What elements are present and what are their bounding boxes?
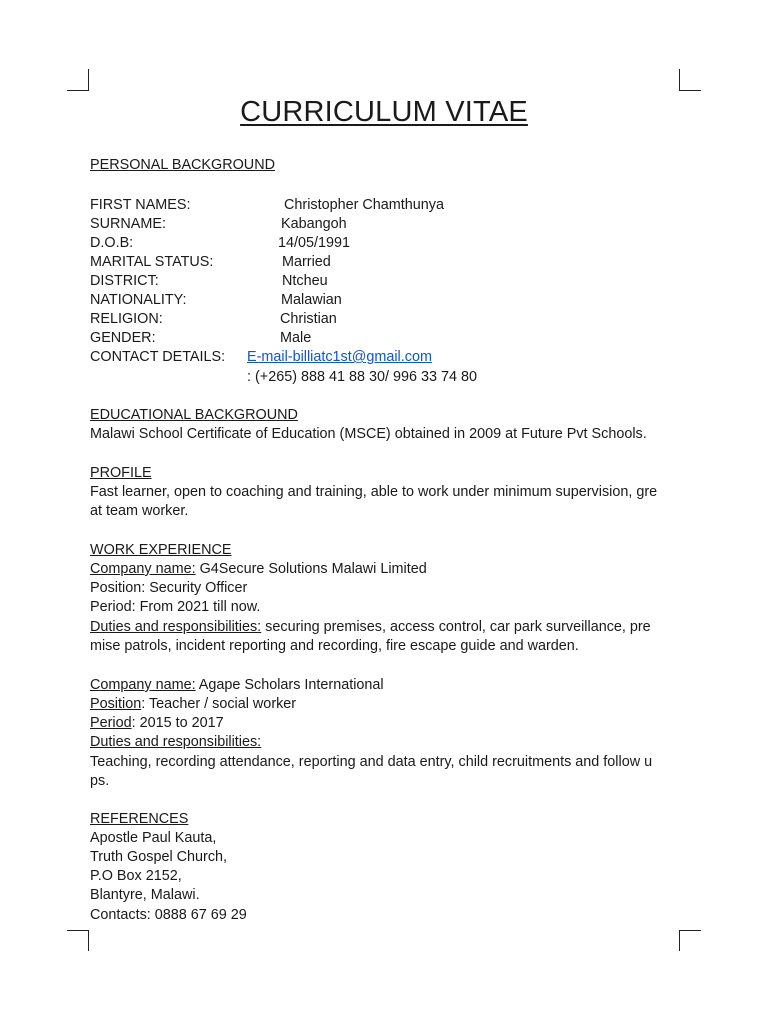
value-surname: Kabangoh [281, 216, 347, 232]
job2-position-label: Position [90, 696, 142, 712]
value-district: Ntcheu [282, 273, 328, 289]
job1-duties-continued: mise patrols, incident reporting and recording, fire escape guide and warden. [90, 638, 579, 654]
profile-line-2: at team worker. [90, 503, 189, 519]
label-district: DISTRICT: [90, 273, 159, 289]
job2-company-label: Company name: [90, 677, 196, 693]
label-marital-status: MARITAL STATUS: [90, 254, 214, 270]
job2-company-name: Agape Scholars International [195, 677, 384, 693]
email-link[interactable]: E-mail-billiatc1st@gmail.com [247, 349, 432, 365]
value-first-names: Christopher Chamthunya [284, 197, 444, 213]
profile-line-1: Fast learner, open to coaching and training, able to work under minimum supervision, gre [90, 484, 658, 500]
label-first-names: FIRST NAMES: [90, 197, 191, 213]
education-text: Malawi School Certificate of Education (MSCE) obtained in 2009 at Future Pvt Schools. [90, 426, 647, 442]
job1-duties-text: securing premises, access control, car park surveillance, pre [261, 619, 651, 635]
label-contact-details: CONTACT DETAILS: [90, 349, 226, 365]
value-dob: 14/05/1991 [278, 235, 351, 251]
value-marital-status: Married [282, 254, 331, 270]
job2-duties-text: Teaching, recording attendance, reporting and data entry, child recruitments and follow u [90, 754, 653, 770]
job1-position: Position: Security Officer [90, 580, 248, 596]
value-religion: Christian [280, 311, 337, 327]
references-heading: REFERENCES [90, 811, 189, 827]
job2-duties-continued: ps. [90, 773, 110, 789]
label-dob: D.O.B: [90, 235, 134, 251]
job1-period: Period: From 2021 till now. [90, 599, 261, 615]
work-experience-heading: WORK EXPERIENCE [90, 542, 232, 558]
profile-heading: PROFILE [90, 465, 152, 481]
phone-numbers: : (+265) 888 41 88 30/ 996 33 74 80 [247, 369, 478, 385]
label-religion: RELIGION: [90, 311, 163, 327]
job2-position-value: : Teacher / social worker [141, 696, 297, 712]
job2-period-value: : 2015 to 2017 [131, 715, 224, 731]
document-title: CURRICULUM VITAE [240, 96, 528, 128]
personal-background-heading: PERSONAL BACKGROUND [90, 157, 275, 173]
job2-period-label: Period [90, 715, 132, 731]
job2-position [90, 695, 296, 714]
reference-line: Truth Gospel Church, [90, 849, 228, 865]
education-heading: EDUCATIONAL BACKGROUND [90, 407, 298, 423]
job1-duties-label: Duties and responsibilities: [90, 619, 262, 635]
job2-duties-label: Duties and responsibilities: [90, 734, 262, 750]
value-gender: Male [280, 330, 312, 346]
reference-line: Blantyre, Malawi. [90, 887, 200, 903]
job2-company [90, 676, 384, 695]
label-gender: GENDER: [90, 330, 156, 346]
job1-company [90, 560, 427, 579]
job1-duties [90, 618, 651, 637]
job1-company-name: G4Secure Solutions Malawi Limited [195, 561, 427, 577]
job2-period [90, 714, 224, 733]
label-nationality: NATIONALITY: [90, 292, 187, 308]
value-nationality: Malawian [281, 292, 342, 308]
reference-line: Apostle Paul Kauta, [90, 830, 217, 846]
reference-line: P.O Box 2152, [90, 868, 182, 884]
reference-contacts: Contacts: 0888 67 69 29 [90, 907, 247, 923]
job1-company-label: Company name: [90, 561, 196, 577]
label-surname: SURNAME: [90, 216, 166, 232]
